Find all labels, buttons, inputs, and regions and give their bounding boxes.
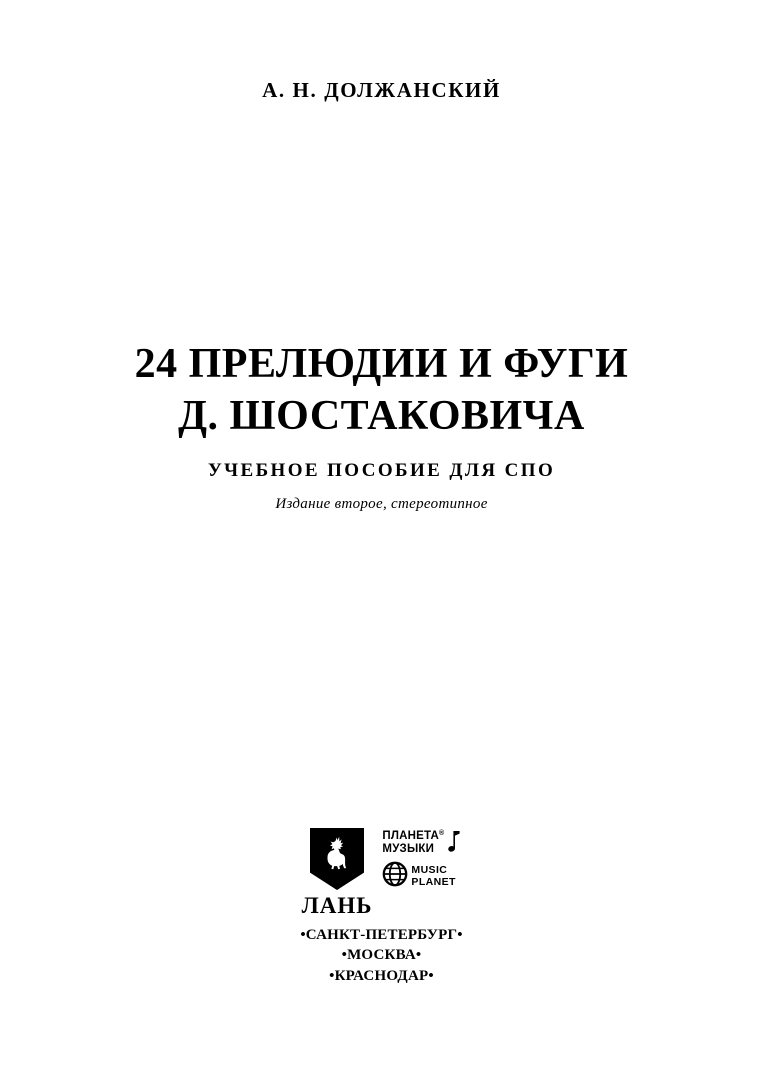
registered-trademark-icon: ® xyxy=(439,830,445,837)
deer-shield-icon xyxy=(310,828,364,890)
title-block xyxy=(0,338,763,513)
page-title-line-1: 24 ПРЕЛЮДИИ И ФУГИ xyxy=(134,341,629,387)
city-line-2: •МОСКВА• xyxy=(341,947,422,964)
planeta-muzyki-mark xyxy=(382,828,461,892)
publisher-logo-block xyxy=(0,828,763,986)
subtitle: УЧЕБНОЕ ПОСОБИЕ ДЛЯ СПО xyxy=(207,460,556,482)
city-line-1: •САНКТ-ПЕТЕРБУРГ• xyxy=(300,927,463,943)
page-title-line-2: Д. ШОСТАКОВИЧА xyxy=(178,393,585,440)
planeta-line-1: ПЛАНЕТА xyxy=(382,830,440,842)
music-en-line-1: MUSIC xyxy=(411,864,448,877)
city-line-3: •КРАСНОДАР• xyxy=(329,967,434,984)
publisher-marks-row xyxy=(302,828,462,917)
lan-publisher-mark xyxy=(302,828,373,917)
publisher-cities xyxy=(300,925,462,986)
planeta-muzyki-text xyxy=(382,830,461,860)
edition-note: Издание второе, стереотипное xyxy=(275,496,488,513)
planeta-line-2: МУЗЫКИ xyxy=(382,842,435,855)
music-planet-row xyxy=(382,861,455,892)
globe-icon xyxy=(382,861,408,892)
lan-wordmark: ЛАНЬ xyxy=(301,893,373,918)
music-planet-text xyxy=(411,864,455,888)
music-note-icon xyxy=(445,830,461,860)
author-name: А. Н. ДОЛЖАНСКИЙ xyxy=(262,78,501,102)
music-en-line-2: PLANET xyxy=(411,876,456,889)
